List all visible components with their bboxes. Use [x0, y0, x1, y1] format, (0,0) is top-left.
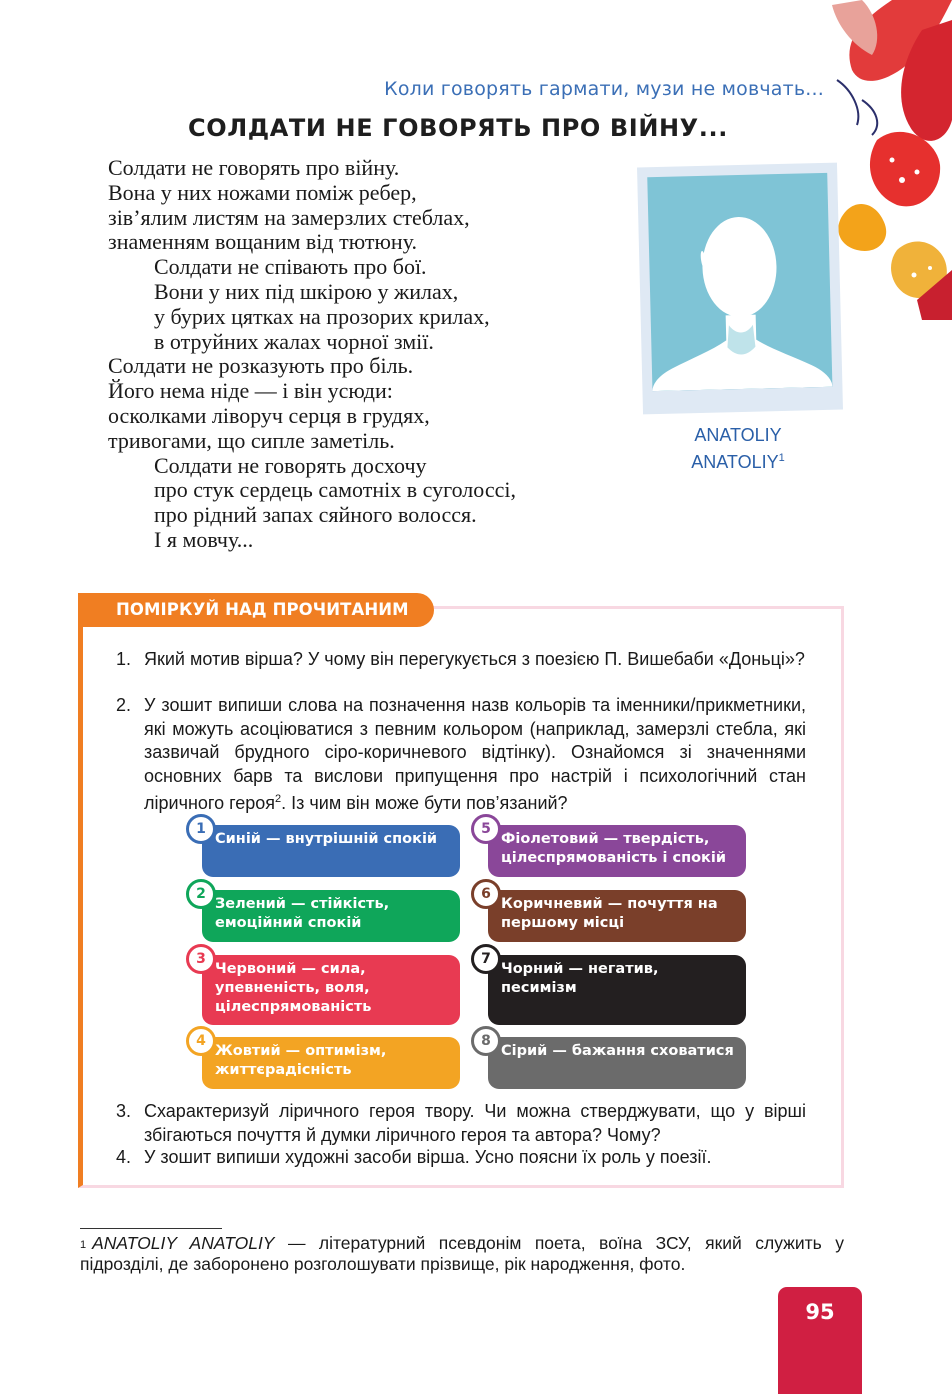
author-footnote-mark: 1 [778, 452, 785, 464]
poem-line: осколками ліворуч серця в грудях, [108, 402, 430, 428]
poem-title: СОЛДАТИ НЕ ГОВОРЯТЬ ПРО ВІЙНУ... [188, 114, 728, 142]
color-card-yellow: Жовтий — оптимізм, життєрадісність [202, 1037, 460, 1089]
poem-line: у бурих цятках на прозорих крилах, [154, 303, 490, 329]
question-number: 2. [116, 695, 132, 715]
decorative-floral-corner [822, 0, 952, 320]
poem-line: Солдати не говорять досхочу [154, 452, 427, 478]
question-1 [116, 648, 806, 672]
color-number-badge: 4 [186, 1026, 216, 1056]
poem-line: Його нема ніде — і він усюди: [108, 378, 393, 404]
poem-line: Солдати не співають про бої. [154, 254, 427, 280]
question-3 [116, 1100, 806, 1147]
question-text-main: У зошит випиши слова на позначення назв кольорів та іменники/прикметники, які можуть асоціюватися з певним кольором (наприклад, замерзлі стебла, які зазвичай брудного сіро-коричневого відтінку). Ознайомся зі значеннями основних барв та вислови припущення про настрій і психологічний стан ліричного героя [144, 695, 806, 813]
question-number: 4. [116, 1147, 132, 1167]
question-text: Який мотив вірша? У чому він перегукується з поезією П. Вишебаби «Доньці»? [144, 649, 805, 669]
color-number-badge: 8 [471, 1026, 501, 1056]
color-card-green: Зелений — стійкість, емоційний спокій [202, 890, 460, 942]
footnote-mark: 2 [275, 793, 282, 805]
color-card-red: Червоний — сила, упевненість, воля, цілеспрямованість [202, 955, 460, 1025]
color-card-violet: Фіолетовий — твердість, цілеспрямованість і спокій [488, 825, 746, 877]
color-number-badge: 1 [186, 814, 216, 844]
poem-line: Вони у них під шкірою у жилах, [154, 278, 459, 304]
poem-line: про рідний запах сяйного волосся. [154, 502, 477, 528]
author-photo [647, 173, 832, 391]
author-name [640, 424, 836, 474]
person-silhouette-icon [647, 173, 832, 391]
color-card-brown: Коричневий — почуття на першому місці [488, 890, 746, 942]
poem-line: знаменням вощаним від тютюну. [108, 229, 417, 255]
color-number-badge: 2 [186, 879, 216, 909]
task-box-label: ПОМІРКУЙ НАД ПРОЧИТАНИМ [116, 600, 409, 619]
question-text-tail: . Із чим він може бути пов’язаний? [281, 793, 568, 813]
page-number: 95 [805, 1300, 835, 1324]
color-number-badge: 5 [471, 814, 501, 844]
section-title: Коли говорять гармати, музи не мовчать... [384, 78, 824, 100]
question-number: 1. [116, 649, 132, 669]
question-number: 3. [116, 1101, 132, 1121]
author-name-line2-wrap [640, 447, 836, 474]
poem-line: Солдати не розказують про біль. [108, 353, 414, 379]
footnote-name: ANATOLIY ANATOLIY [92, 1233, 275, 1253]
question-4 [116, 1146, 806, 1170]
color-card-blue: Синій — внутрішній спокій [202, 825, 460, 877]
footnote-divider [80, 1228, 222, 1229]
color-number-badge: 7 [471, 944, 501, 974]
poem-line: Солдати не говорять про війну. [108, 155, 400, 180]
question-text: У зошит випиши художні засоби вірша. Усно поясни їх роль у поезії. [144, 1147, 712, 1167]
poem-line: Вона у них ножами поміж ребер, [108, 179, 417, 205]
poem-text [108, 156, 628, 553]
poem-line: про стук сердець самотніх в суголоссі, [154, 477, 516, 503]
poem-line: в отруйних жалах чорної змії. [154, 328, 434, 354]
author-name-line2: ANATOLIY [691, 452, 779, 472]
author-photo-frame [637, 163, 843, 415]
color-number-badge: 3 [186, 944, 216, 974]
floral-ornament-icon [822, 0, 952, 320]
color-card-black: Чорний — негатив, песимізм [488, 955, 746, 1025]
footnote-mark: 1 [80, 1239, 87, 1251]
question-text [144, 694, 806, 816]
question-2 [116, 694, 806, 816]
poem-line: зів’ялим листям на замерзлих стеблах, [108, 204, 470, 230]
poem-line: тривогами, що сипле заметіль. [108, 427, 395, 453]
color-number-badge: 6 [471, 879, 501, 909]
footnote-text: — літературний псевдонім поета, воїна ЗСУ, який служить у підрозділі, де заборонено розголошувати прізвище, рік народження, фото. [80, 1233, 844, 1274]
question-text: Схарактеризуй ліричного героя твору. Чи можна стверджувати, що у вірші збігаються почуття й думки ліричного героя та автора? Чому? [144, 1101, 806, 1145]
color-card-gray: Сірий — бажання сховатися [488, 1037, 746, 1089]
poem-line: І я мовчу... [154, 526, 254, 552]
footnote [80, 1233, 844, 1275]
author-name-line1: ANATOLIY [694, 425, 782, 445]
